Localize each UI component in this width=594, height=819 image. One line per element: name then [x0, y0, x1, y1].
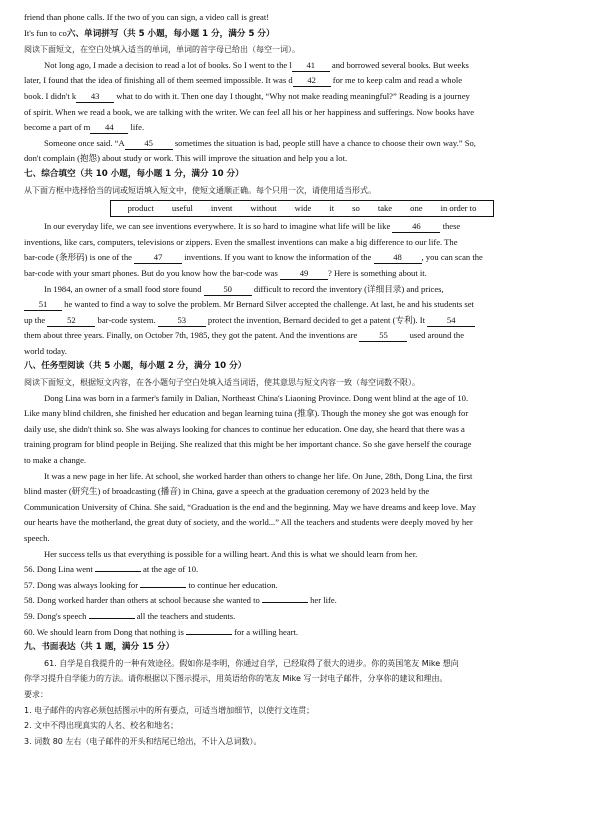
section6-heading: 六、单词拼写（共 5 小题，每小题 1 分，满分 5 分）: [66, 28, 275, 39]
text-line: of spirit. When we read a book, we are talking with the writer. We can feel all his or her happiness and sufferings. Now books have: [24, 106, 475, 117]
answer-blank[interactable]: [140, 578, 186, 588]
text-line: It's fun to co六、单词拼写（共 5 小题，每小题 1 分，满分 5 分）: [24, 27, 275, 39]
question-56: 56. Dong Lina went at the age of 10.: [24, 564, 199, 575]
text-line: Communication University of China. She said, “Graduation is the end and the beginning. May we have dreams and keep love. May: [24, 501, 477, 512]
blank-49[interactable]: 49: [280, 268, 328, 280]
text-line: Like many blind children, she finished her education and began learning tuina (推拿). Though the money she got was enough for: [24, 408, 469, 419]
writing-prompt: 61. 自学是自我提升的一种有效途径。假如你是李明，你通过自学，已经取得了很大的进步。你的英国笔友 Mike 想向: [44, 658, 459, 668]
text-line: book. I didn't k 43 what to do with it. Then one day I thought, “Why not make reading meaningful?” Reading is a journey: [24, 90, 470, 101]
text-line: them about three years. Finally, on October 7th, 1985, they got the patent. And the inventions are 55 used around the: [24, 330, 465, 341]
section9-heading: 九、书面表达（共 1 题，满分 15 分）: [24, 642, 175, 653]
text-line: daily use, she didn't think so. She was always looking for chances to continue her education. One day, she heard that there was a: [24, 423, 465, 434]
word-option: wide: [294, 203, 312, 214]
text-line: friend than phone calls. If the two of you can sign, a video call is great!: [24, 12, 270, 22]
text-line: our hearts have the motherland, the great duty of society, and the world...” All the teachers and students were deeply moved by her: [24, 517, 473, 528]
section7-heading: 七、综合填空（共 10 小题，每小题 1 分，满分 10 分）: [24, 168, 244, 179]
text-line: don't complain (抱怨) about study or work. This will improve the situation and help you a lot.: [24, 153, 348, 164]
text-line: inventions, like cars, computers, televisions or zippers. Even the smallest inventions can make a big difference to our life. The: [24, 236, 458, 247]
question-60: 60. We should learn from Dong that nothing is for a willing heart.: [24, 626, 299, 637]
question-59: 59. Dong's speech all the teachers and students.: [24, 610, 236, 621]
text-line: Not long ago, I made a decision to read a lot of books. So I went to the l 41 and borrowed several books. But weeks: [44, 59, 469, 70]
text-line: 51 he wanted to find a way to solve the problem. Mr Bernard Silver accepted the challenge. At last, he and his students set: [24, 297, 580, 313]
blank-55[interactable]: 55: [359, 330, 407, 342]
text-line: Dong Lina was born in a farmer's family in Dalian, Northeast China's Liaoning Province. Dong went blind at the age of 10.: [44, 392, 469, 403]
answer-blank[interactable]: [262, 593, 308, 603]
blank-54[interactable]: 54: [427, 315, 475, 327]
text-line: In our everyday life, we can see inventions everywhere. It is so hard to imagine what life will be like 46 these: [44, 221, 461, 232]
text-line: later, I found that the idea of finishing all of them seemed impossible. It was d 42 for me to keep calm and read a whole: [24, 75, 463, 86]
requirements-label: 要求：: [24, 689, 48, 699]
requirement-item: 2. 文中不得出现真实的人名、校名和地名；: [24, 721, 179, 731]
question-58: 58. Dong worked harder than others at school because she wanted to her life.: [24, 595, 337, 606]
text-line: world today.: [24, 345, 67, 356]
requirement-item: 1. 电子邮件的内容必须包括图示中的所有要点，可适当增加细节，以使行文连贯；: [24, 705, 315, 715]
section6-instruction: 阅读下面短文，在空白处填入适当的单词，单词的首字母已给出（每空一词）。: [24, 45, 300, 55]
word-option: in order to: [440, 203, 477, 214]
word-option: useful: [171, 203, 193, 214]
blank-43[interactable]: 43: [76, 91, 114, 103]
word-option: without: [250, 203, 277, 214]
section8-instruction: 阅读下面短文，根据短文内容，在各小题句子空白处填入适当词语，使其意思与短文内容一致（每空词数不限）。: [24, 378, 420, 388]
word-option: product: [127, 203, 154, 214]
writing-prompt: 你学习提升自学能力的方法。请你根据以下图示提示，用英语给你的笔友 Mike 写一封电子邮件，分享你的建议和理由。: [24, 674, 448, 684]
text-line: become a part of m 44 life.: [24, 122, 145, 133]
word-option: one: [410, 203, 423, 214]
text-line: Her success tells us that everything is possible for a willing heart. And this is what we should learn from her.: [44, 548, 418, 559]
blank-41[interactable]: 41: [292, 60, 330, 72]
text-line: bar-code (条形码) is one of the 47 inventions. If you want to know the information of the 48 , you can scan the: [24, 252, 483, 263]
section8-heading: 八、任务型阅读（共 5 小题，每小题 2 分，满分 10 分）: [24, 361, 247, 372]
text-line: up the 52 bar-code system. 53 protect the invention, Bernard decided to get a patent (专利). It 54: [24, 313, 580, 329]
blank-53[interactable]: 53: [158, 315, 206, 327]
answer-blank[interactable]: [186, 625, 232, 635]
text-line: training program for blind people in Beijing. She realized that this might be her important chance. So she gave herself the courage: [24, 439, 472, 450]
word-box: [24, 200, 580, 217]
text-line: blind master (研究生) of broadcasting (播音) in China, gave a speech at the graduation ceremony of 2023 held by the: [24, 486, 430, 497]
text-line: It was a new page in her life. At school, she worked harder than others to change her life. On June, 28th, Dong Lina, the first: [44, 470, 473, 481]
text-line: speech.: [24, 533, 50, 543]
blank-52[interactable]: 52: [47, 315, 95, 327]
answer-blank[interactable]: [95, 562, 141, 572]
blank-51[interactable]: 51: [24, 299, 62, 311]
blank-48[interactable]: 48: [374, 252, 422, 264]
requirement-item: 3. 词数 80 左右（电子邮件的开头和结尾已给出，不计入总词数）。: [24, 736, 262, 746]
exam-page: [24, 10, 580, 749]
word-option: take: [377, 203, 393, 214]
blank-44[interactable]: 44: [90, 122, 128, 134]
text-line: Someone once said. “A 45 sometimes the situation is bad, people still have a chance to choose their own way.” So,: [44, 137, 476, 148]
text-line: bar-code with your smart phones. But do you know how the bar-code was 49 ? Here is something about it.: [24, 267, 427, 278]
word-option: it: [329, 203, 335, 214]
question-57: 57. Dong was always looking for to continue her education.: [24, 579, 278, 590]
word-option: so: [352, 203, 360, 214]
text-line: to make a change.: [24, 455, 87, 466]
section7-instruction: 从下面方框中选择恰当的词或短语填入短文中，使短文通顺正确。每个只用一次，请使用适当形式。: [24, 185, 376, 195]
blank-45[interactable]: 45: [125, 138, 173, 150]
blank-42[interactable]: 42: [293, 75, 331, 87]
word-option: invent: [210, 203, 233, 214]
blank-47[interactable]: 47: [134, 252, 182, 264]
blank-50[interactable]: 50: [204, 284, 252, 296]
answer-blank[interactable]: [89, 609, 135, 619]
text-line: In 1984, an owner of a small food store found 50 difficult to record the inventory (详细目录) and prices,: [44, 283, 444, 294]
blank-46[interactable]: 46: [392, 221, 440, 233]
